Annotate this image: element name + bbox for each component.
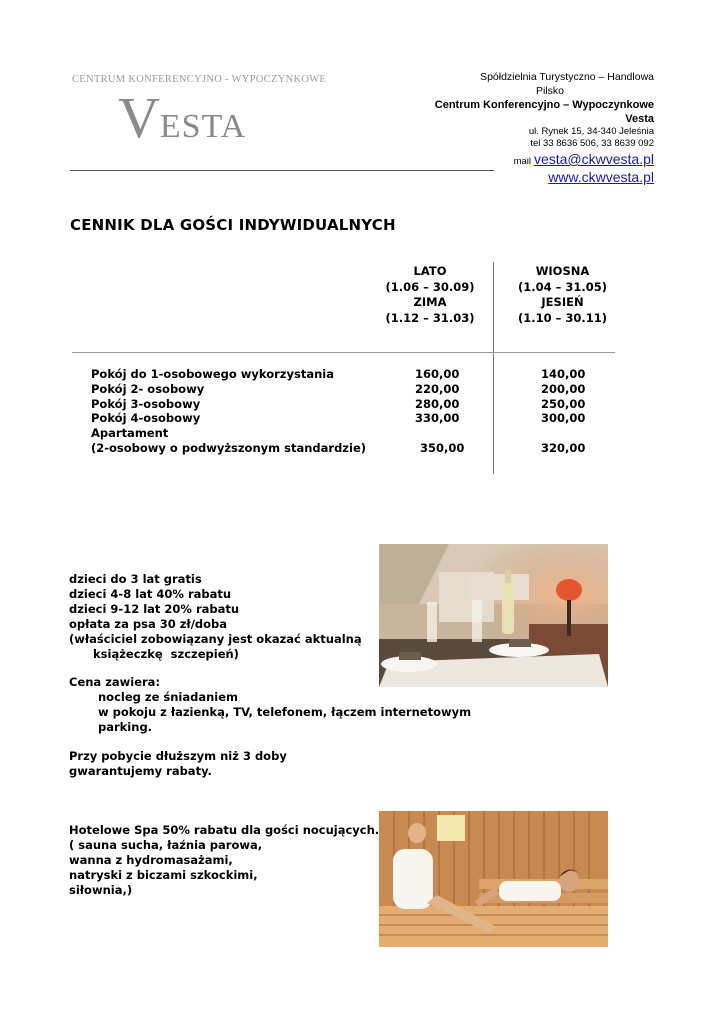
price-spring-autumn: 320,00 [541, 441, 586, 455]
price-spring-autumn: 140,00 [541, 367, 586, 381]
price-row [91, 441, 611, 456]
room-type: (2-osobowy o podwyższonym standardzie) [91, 441, 367, 455]
logo-subtitle: CENTRUM KONFERENCYJNO - WYPOCZYNKOWE [72, 74, 327, 85]
include-item: w pokoju z łazienką, TV, telefonem, łączem internetowym [98, 705, 472, 719]
children-line: dzieci 9-12 lat 20% rabatu [69, 602, 240, 616]
price-summer-winter: 280,00 [415, 397, 460, 411]
sauna-photo-image [379, 811, 608, 947]
price-row [91, 426, 611, 441]
season-name: JESIEŃ [541, 295, 584, 309]
children-line: dzieci do 3 lat gratis [69, 572, 202, 586]
logo [118, 85, 247, 150]
contact-block [435, 70, 654, 186]
room-type: Pokój do 1-osobowego wykorzystania [91, 367, 334, 381]
contact-line3: Centrum Konferencyjno – Wypoczynkowe [434, 99, 654, 111]
season-range: (1.04 – 31.05) [517, 279, 608, 294]
price-summer-winter: 330,00 [415, 411, 460, 425]
season-range: (1.06 – 30.09) [385, 279, 475, 294]
season-name: WIOSNA [535, 264, 590, 278]
pet-fee-line: opłata za psa 30 zł/doba [69, 617, 228, 631]
spa-line: ( sauna sucha, łaźnia parowa, [69, 838, 263, 852]
spa-info [69, 823, 379, 898]
season-range: (1.12 – 31.03) [385, 310, 475, 325]
logo-name: ESTA [159, 108, 247, 145]
page-title: CENNIK DLA GOŚCI INDYWIDUALNYCH [70, 216, 396, 234]
room-photo-image [379, 544, 608, 687]
price-row [91, 367, 611, 382]
mail-label: mail [513, 156, 532, 167]
price-includes-list [98, 690, 471, 735]
website-link[interactable]: www.ckwvesta.pl [548, 169, 654, 185]
header-divider [70, 170, 494, 171]
room-type: Pokój 2- osobowy [91, 382, 205, 396]
logo-initial: V [118, 85, 160, 150]
spa-line: Hotelowe Spa 50% rabatu dla gości nocujących. [69, 823, 380, 837]
contact-address: ul. Rynek 15, 34-340 Jeleśnia [528, 126, 654, 137]
include-item: nocleg ze śniadaniem [98, 690, 239, 704]
price-row [91, 411, 611, 426]
room-type: Pokój 4-osobowy [91, 411, 201, 425]
room-type: Pokój 3-osobowy [91, 397, 201, 411]
table-divider [72, 352, 615, 353]
room-type: Apartament [91, 426, 169, 440]
contact-line1: Spółdzielnia Turystyczno – Handlowa [480, 71, 654, 83]
spa-line: wanna z hydromasażami, [69, 853, 233, 867]
discount-line: gwarantujemy rabaty. [69, 764, 212, 778]
sauna-photo [379, 811, 608, 947]
price-includes-heading: Cena zawiera: [69, 675, 161, 689]
season-header-spring-autumn [505, 264, 620, 326]
spa-line: natryski z biczami szkockimi, [69, 868, 258, 882]
price-row [91, 382, 611, 397]
contact-line2: Pilsko [535, 85, 564, 97]
room-photo [379, 544, 608, 687]
children-pricing [69, 572, 362, 662]
price-spring-autumn: 200,00 [541, 382, 586, 396]
price-row [91, 397, 611, 412]
email-link[interactable]: vesta@ckwvesta.pl [533, 151, 654, 167]
price-spring-autumn: 250,00 [541, 397, 586, 411]
discount-line: Przy pobycie dłuższym niż 3 doby [69, 749, 287, 763]
season-range: (1.10 – 30.11) [517, 310, 608, 325]
season-name: ZIMA [413, 295, 447, 309]
pet-note-line: (właściciel zobowiązany jest okazać aktualną [69, 632, 362, 646]
price-summer-winter: 220,00 [415, 382, 460, 396]
children-line: dzieci 4-8 lat 40% rabatu [69, 587, 232, 601]
long-stay-discount [69, 749, 287, 779]
price-spring-autumn: 300,00 [541, 411, 586, 425]
contact-tel: tel 33 8636 506, 33 8639 092 [530, 138, 654, 149]
season-header-summer-winter [360, 264, 500, 326]
contact-line4: Vesta [625, 113, 654, 125]
price-summer-winter: 160,00 [415, 367, 460, 381]
season-name: LATO [413, 264, 447, 278]
spa-line: siłownia,) [69, 883, 133, 897]
price-summer-winter: 350,00 [420, 441, 465, 455]
pet-note-line: książeczkę szczepień) [69, 647, 239, 661]
include-item: parking. [98, 720, 153, 734]
